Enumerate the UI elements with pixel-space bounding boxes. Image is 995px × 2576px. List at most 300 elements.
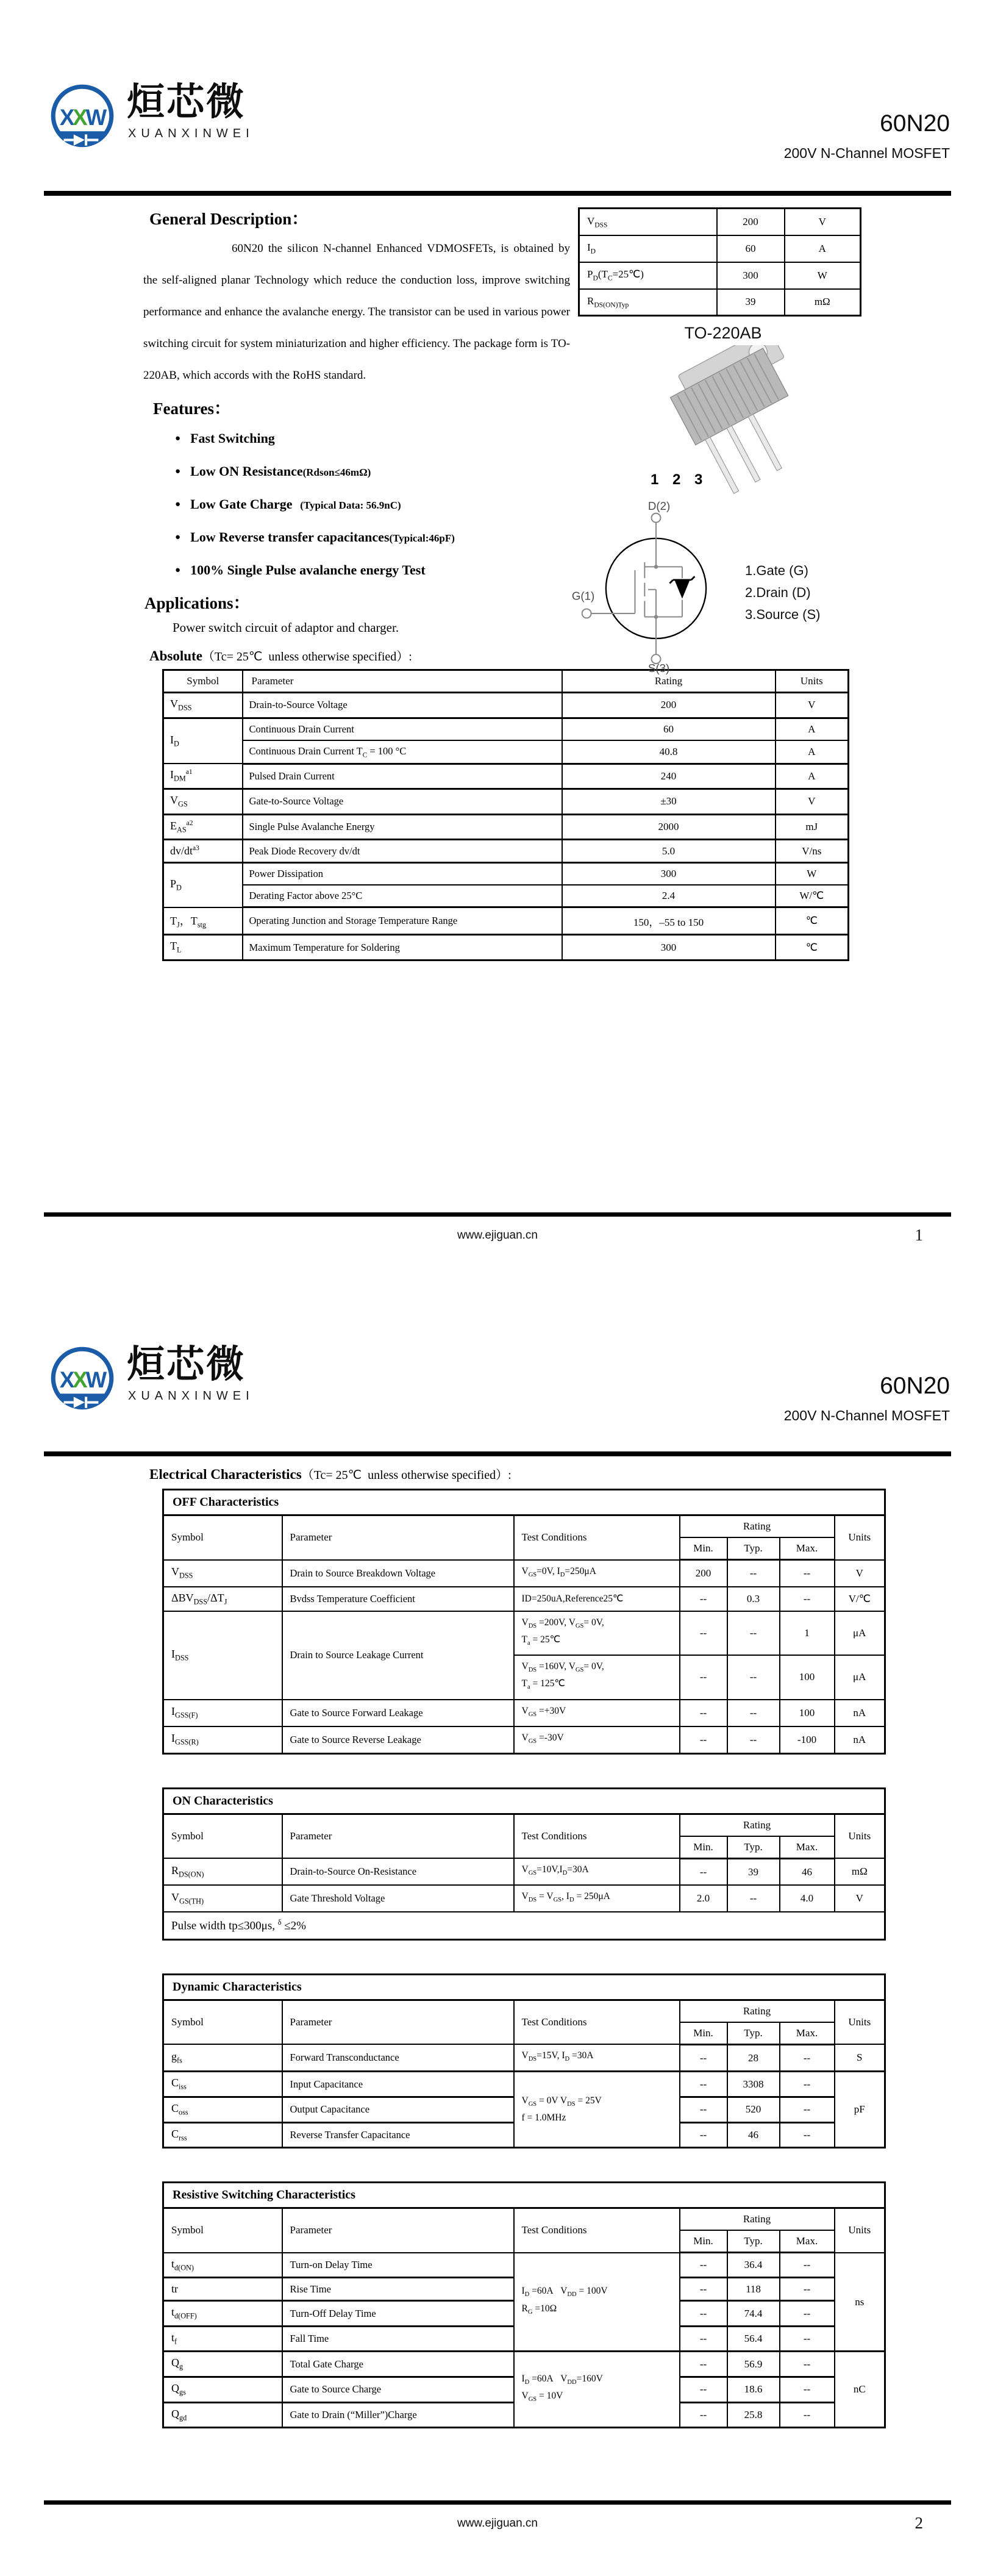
table-row bbox=[163, 1700, 885, 1726]
cell: 36.4 bbox=[727, 2253, 780, 2278]
cell: -- bbox=[727, 1611, 780, 1655]
section-title: Resistive Switching Characteristics bbox=[163, 2183, 885, 2208]
cell: 2000 bbox=[562, 814, 776, 840]
list-item: ● Low Reverse transfer capacitances(Typical:46pF) bbox=[175, 529, 455, 545]
cell: A bbox=[776, 718, 849, 740]
list-item: ● Low ON Resistance(Rdson≤46mΩ) bbox=[175, 463, 371, 479]
cell: $I_{GSS(F)}$ bbox=[163, 1700, 282, 1726]
cell: $R_{DS(ON)Typ}$ bbox=[579, 289, 717, 316]
cell: A bbox=[776, 740, 849, 764]
absolute-ratings-table bbox=[162, 669, 849, 961]
cell: 0.3 bbox=[727, 1587, 780, 1612]
header-cell: Parameter bbox=[282, 2208, 514, 2253]
cell: $V_{DS} = V_{GS}$, $I_D = 250\mu A$ bbox=[514, 1885, 680, 1912]
cell: -- bbox=[780, 2097, 835, 2122]
cell: $I_{DM}^{a1}$ bbox=[163, 764, 243, 789]
header-cell: Typ. bbox=[727, 1836, 780, 1859]
cell: -- bbox=[680, 1655, 727, 1699]
cell: 118 bbox=[727, 2278, 780, 2301]
resistive-switching-table bbox=[162, 2181, 886, 2428]
table-header-row bbox=[163, 2208, 885, 2231]
cell: Gate Threshold Voltage bbox=[282, 1885, 514, 1912]
list-item: 1.Gate (G) bbox=[745, 563, 808, 578]
cell: 2.4 bbox=[562, 885, 776, 907]
page-number: 2 bbox=[915, 2514, 923, 2532]
header-cell: Test Conditions bbox=[514, 2000, 680, 2044]
table-row bbox=[163, 2352, 885, 2377]
table-row bbox=[163, 863, 849, 886]
list-item: 3.Source (S) bbox=[745, 607, 821, 622]
header-cell: Typ. bbox=[727, 2022, 780, 2045]
source-pin-label: S(3) bbox=[647, 662, 670, 675]
quick-ratings-table bbox=[578, 207, 861, 317]
cell: $P_D(T_C=25℃)$ bbox=[579, 262, 717, 289]
cell: 56.9 bbox=[727, 2352, 780, 2377]
cell: V bbox=[785, 209, 861, 235]
cell: 56.4 bbox=[727, 2326, 780, 2352]
cell: -- bbox=[780, 2377, 835, 2403]
cell: $C_{iss}$ bbox=[163, 2072, 282, 2097]
table-row bbox=[163, 1858, 885, 1885]
header-cell: Rating bbox=[680, 1515, 835, 1538]
bullet-icon: ● bbox=[175, 499, 181, 509]
page-number: 1 bbox=[915, 1226, 923, 1244]
footer-rule bbox=[44, 2500, 951, 2505]
cell: -- bbox=[780, 1587, 835, 1612]
section-title: Dynamic Characteristics bbox=[163, 1974, 885, 2000]
table-row bbox=[163, 1587, 885, 1612]
cell: -- bbox=[727, 1726, 780, 1754]
cell: -- bbox=[680, 2044, 727, 2072]
table-row bbox=[163, 840, 849, 863]
cell: V bbox=[776, 693, 849, 718]
table-title-row bbox=[163, 1974, 885, 2000]
left-column bbox=[143, 0, 576, 637]
bullet-icon: ● bbox=[175, 532, 181, 542]
cell: -- bbox=[680, 2402, 727, 2428]
cell: -- bbox=[727, 1700, 780, 1726]
table-row bbox=[163, 764, 849, 789]
header-cell: Max. bbox=[780, 2022, 835, 2045]
cell: -- bbox=[680, 1700, 727, 1726]
cell: 74.4 bbox=[727, 2301, 780, 2327]
cell: $V_{DS} =160V$, $V_{GS}= 0V$, $T_a$ = 125℃ bbox=[514, 1655, 680, 1699]
package-name: TO-220AB bbox=[684, 324, 762, 342]
cell: $Q_g$ bbox=[163, 2352, 282, 2377]
applications-text: Power switch circuit of adaptor and charger. bbox=[173, 620, 399, 635]
table-row bbox=[163, 1726, 885, 1754]
pin-numbers-label: 1 2 3 bbox=[651, 471, 708, 488]
table-row bbox=[163, 814, 849, 840]
svg-text:XXW: XXW bbox=[59, 105, 105, 131]
cell: $P_D$ bbox=[163, 863, 243, 907]
cell: Drain to Source Leakage Current bbox=[282, 1611, 514, 1699]
list-item: 2.Drain (D) bbox=[745, 585, 811, 600]
cell: -- bbox=[680, 1858, 727, 1885]
cell: -- bbox=[780, 2278, 835, 2301]
table-row bbox=[163, 693, 849, 718]
gate-pin-label: G(1) bbox=[571, 589, 595, 603]
cell: Gate to Drain (“Miller”)Charge bbox=[282, 2402, 514, 2428]
cell: -- bbox=[780, 2326, 835, 2352]
header-cell: Parameter bbox=[282, 2000, 514, 2044]
cell: $\Delta BV_{DSS}/\Delta T_J$ bbox=[163, 1587, 282, 1612]
cell: -- bbox=[680, 2352, 727, 2377]
cell: Pulsed Drain Current bbox=[243, 764, 562, 789]
table-header-row bbox=[163, 1515, 885, 1538]
section-title: OFF Characteristics bbox=[163, 1490, 885, 1515]
cell: $V_{DS}=15V$, $I_D =30A$ bbox=[514, 2044, 680, 2072]
electrical-characteristics-title: Electrical Characteristics（Tc= 25℃ unless otherwise specified）: bbox=[149, 1467, 512, 1482]
cell: $V_{DSS}$ bbox=[163, 1560, 282, 1587]
header-cell: Symbol bbox=[163, 670, 243, 693]
header-cell: Parameter bbox=[243, 670, 562, 693]
cell: Peak Diode Recovery dv/dt bbox=[243, 840, 562, 863]
bullet-icon: ● bbox=[175, 434, 181, 443]
table-row bbox=[163, 789, 849, 814]
cell: $g_{fs}$ bbox=[163, 2044, 282, 2072]
part-subtitle: 200V N-Channel MOSFET bbox=[783, 145, 950, 161]
table-row bbox=[579, 235, 861, 262]
mosfet-symbol-diagram bbox=[571, 496, 741, 679]
cell: -- bbox=[680, 2377, 727, 2403]
brand-name-en: XUANXINWEI bbox=[128, 1389, 254, 1403]
cell: 28 bbox=[727, 2044, 780, 2072]
cell: -- bbox=[680, 2326, 727, 2352]
cell: 4.0 bbox=[780, 1885, 835, 1912]
cell: 200 bbox=[717, 209, 785, 235]
cell: Input Capacitance bbox=[282, 2072, 514, 2097]
cell: $I_{GSS(R)}$ bbox=[163, 1726, 282, 1754]
cell: 1 bbox=[780, 1611, 835, 1655]
cell: V bbox=[776, 789, 849, 814]
table-row bbox=[579, 262, 861, 289]
header-cell: Rating bbox=[680, 1814, 835, 1836]
cell: ±30 bbox=[562, 789, 776, 814]
cell: -- bbox=[680, 1726, 727, 1754]
header-cell: Max. bbox=[780, 2230, 835, 2253]
cell: $C_{rss}$ bbox=[163, 2122, 282, 2148]
header-cell: Parameter bbox=[282, 1814, 514, 1858]
cell: $T_J$，$T_{stg}$ bbox=[163, 907, 243, 935]
cell: 2.0 bbox=[680, 1885, 727, 1912]
cell: $Q_{gd}$ bbox=[163, 2402, 282, 2428]
cell: 300 bbox=[717, 262, 785, 289]
cell: $V_{GS}=0V$, $I_D=250\mu A$ bbox=[514, 1560, 680, 1587]
table-title-row bbox=[163, 1788, 885, 1814]
header-cell: Max. bbox=[780, 1836, 835, 1859]
header-cell: Typ. bbox=[727, 2230, 780, 2253]
cell: -- bbox=[680, 1587, 727, 1612]
cell: -- bbox=[780, 2044, 835, 2072]
bullet-icon: ● bbox=[175, 467, 181, 476]
cell: $V_{DS} =200V$, $V_{GS}= 0V$, $T_a$ = 25℃ bbox=[514, 1611, 680, 1655]
cell: V bbox=[835, 1560, 885, 1587]
table-header-row bbox=[163, 2000, 885, 2022]
cell: -- bbox=[680, 2072, 727, 2097]
cell: W/℃ bbox=[776, 885, 849, 907]
cell: Gate-to-Source Voltage bbox=[243, 789, 562, 814]
cell: -- bbox=[680, 2097, 727, 2122]
header-cell: Min. bbox=[680, 1537, 727, 1560]
cell: V bbox=[835, 1885, 885, 1912]
cell: 39 bbox=[717, 289, 785, 316]
table-row bbox=[163, 718, 849, 740]
cell: Drain-to-Source On-Resistance bbox=[282, 1858, 514, 1885]
page-footer bbox=[0, 2500, 995, 2555]
cell: 300 bbox=[562, 863, 776, 886]
on-characteristics-table bbox=[162, 1787, 886, 1941]
table-row bbox=[163, 2072, 885, 2097]
table-note: Pulse width tp≤300μs, $^\delta$ ≤2% bbox=[163, 1912, 885, 1939]
cell: -- bbox=[780, 2072, 835, 2097]
table-row bbox=[163, 1611, 885, 1655]
website-link[interactable]: www.ejiguan.cn bbox=[457, 2517, 538, 2530]
cell: W bbox=[776, 863, 849, 886]
cell: Bvdss Temperature Coefficient bbox=[282, 1587, 514, 1612]
page-footer bbox=[0, 1212, 995, 1267]
cell: S bbox=[835, 2044, 885, 2072]
table-note-row bbox=[163, 1912, 885, 1939]
xuanxinwei-logo-icon bbox=[45, 1344, 119, 1420]
header-cell: Symbol bbox=[163, 2208, 282, 2253]
cell: 100 bbox=[780, 1655, 835, 1699]
part-subtitle: 200V N-Channel MOSFET bbox=[783, 1408, 950, 1423]
cell: A bbox=[785, 235, 861, 262]
cell: ℃ bbox=[776, 935, 849, 961]
cell: mJ bbox=[776, 814, 849, 840]
cell: -- bbox=[727, 1560, 780, 1587]
cell: Turn-on Delay Time bbox=[282, 2253, 514, 2278]
cell: μA bbox=[835, 1611, 885, 1655]
cell: $I_D =60A$ $V_{DD} = 100V$ $R_G =10\Omega$ bbox=[514, 2253, 680, 2352]
cell: 300 bbox=[562, 935, 776, 961]
cell: $V_{GS} =+30V$ bbox=[514, 1700, 680, 1726]
cell: -- bbox=[780, 2253, 835, 2278]
header-cell: Min. bbox=[680, 2022, 727, 2045]
cell: Drain to Source Breakdown Voltage bbox=[282, 1560, 514, 1587]
header-cell: Parameter bbox=[282, 1515, 514, 1560]
cell: $R_{DS(ON)}$ bbox=[163, 1858, 282, 1885]
header-cell: Min. bbox=[680, 2230, 727, 2253]
header-cell: Units bbox=[835, 2000, 885, 2044]
off-characteristics-table bbox=[162, 1489, 886, 1755]
features-title: Features： bbox=[153, 399, 230, 418]
body-diode-icon bbox=[669, 576, 694, 598]
cell: -- bbox=[780, 1560, 835, 1587]
cell: V/ns bbox=[776, 840, 849, 863]
pin-name-list bbox=[745, 560, 821, 626]
cell: 200 bbox=[562, 693, 776, 718]
cell: Single Pulse Avalanche Energy bbox=[243, 814, 562, 840]
cell: Drain-to-Source Voltage bbox=[243, 693, 562, 718]
cell: 46 bbox=[727, 2122, 780, 2148]
header-cell: Test Conditions bbox=[514, 1814, 680, 1858]
cell: $V_{GS} =-30V$ bbox=[514, 1726, 680, 1754]
cell: Rise Time bbox=[282, 2278, 514, 2301]
cell: $dv/dt^{a3}$ bbox=[163, 840, 243, 863]
table-row bbox=[163, 1560, 885, 1587]
cell: 240 bbox=[562, 764, 776, 789]
cell: Gate to Source Reverse Leakage bbox=[282, 1726, 514, 1754]
svg-text:XXW: XXW bbox=[59, 1367, 105, 1393]
cell: 40.8 bbox=[562, 740, 776, 764]
header-cell: Max. bbox=[780, 1537, 835, 1560]
cell: 3308 bbox=[727, 2072, 780, 2097]
section-title: ON Characteristics bbox=[163, 1788, 885, 1814]
header-cell: Test Conditions bbox=[514, 1515, 680, 1560]
right-column bbox=[571, 207, 876, 679]
cell: Fall Time bbox=[282, 2326, 514, 2352]
cell: $V_{DSS}$ bbox=[163, 693, 243, 718]
cell: V/℃ bbox=[835, 1587, 885, 1612]
header-part-info bbox=[784, 111, 950, 162]
cell: $T_L$ bbox=[163, 935, 243, 961]
datasheet-page-2 bbox=[0, 1288, 995, 2576]
cell: 200 bbox=[680, 1560, 727, 1587]
header-cell: Units bbox=[835, 1515, 885, 1560]
list-item: ● Low Gate Charge (Typical Data: 56.9nC) bbox=[175, 496, 401, 512]
cell: 5.0 bbox=[562, 840, 776, 863]
cell: $Q_{gs}$ bbox=[163, 2377, 282, 2403]
table-header-row bbox=[163, 1814, 885, 1836]
cell: -100 bbox=[780, 1726, 835, 1754]
cell: $V_{GS(TH)}$ bbox=[163, 1885, 282, 1912]
schematic-block bbox=[571, 496, 876, 679]
part-number: 60N20 bbox=[880, 110, 950, 137]
cell: $I_D$ bbox=[579, 235, 717, 262]
header-cell: Symbol bbox=[163, 1814, 282, 1858]
cell: 25.8 bbox=[727, 2402, 780, 2428]
cell: W bbox=[785, 262, 861, 289]
cell: Continuous Drain Current bbox=[243, 718, 562, 740]
cell: $V_{GS} = 0V$ $V_{DS} = 25V$ f = 1.0MHz bbox=[514, 2072, 680, 2148]
cell: $C_{oss}$ bbox=[163, 2097, 282, 2122]
table-row bbox=[163, 2253, 885, 2278]
cell: -- bbox=[727, 1655, 780, 1699]
header-cell: Typ. bbox=[727, 1537, 780, 1560]
cell: mΩ bbox=[785, 289, 861, 316]
cell: Maximum Temperature for Soldering bbox=[243, 935, 562, 961]
website-link[interactable]: www.ejiguan.cn bbox=[457, 1229, 538, 1242]
header-cell: Rating bbox=[680, 2000, 835, 2022]
cell: 39 bbox=[727, 1858, 780, 1885]
table-title-row bbox=[163, 2183, 885, 2208]
cell: 60 bbox=[562, 718, 776, 740]
header-cell: Symbol bbox=[163, 1515, 282, 1560]
cell: ℃ bbox=[776, 907, 849, 935]
table-row bbox=[163, 935, 849, 961]
cell: Gate to Source Forward Leakage bbox=[282, 1700, 514, 1726]
cell: tr bbox=[163, 2278, 282, 2301]
electrical-characteristics-section bbox=[149, 1288, 918, 2428]
cell: Operating Junction and Storage Temperature Range bbox=[243, 907, 562, 935]
cell: -- bbox=[680, 2278, 727, 2301]
cell: mΩ bbox=[835, 1858, 885, 1885]
table-title-row bbox=[163, 1490, 885, 1515]
cell: Output Capacitance bbox=[282, 2097, 514, 2122]
cell: $t_{d(OFF)}$ bbox=[163, 2301, 282, 2327]
cell: -- bbox=[680, 2301, 727, 2327]
cell: $I_{DSS}$ bbox=[163, 1611, 282, 1699]
cell: $E_{AS}^{a2}$ bbox=[163, 814, 243, 840]
cell: μA bbox=[835, 1655, 885, 1699]
cell: Derating Factor above 25°C bbox=[243, 885, 562, 907]
drain-pin-label: D(2) bbox=[647, 499, 671, 513]
table-row bbox=[163, 2044, 885, 2072]
cell: Forward Transconductance bbox=[282, 2044, 514, 2072]
cell: $I_D =60A$ $V_{DD}=160V$ $V_{GS} = 10V$ bbox=[514, 2352, 680, 2428]
cell: 100 bbox=[780, 1700, 835, 1726]
cell: $V_{DSS}$ bbox=[579, 209, 717, 235]
header-cell: Units bbox=[835, 1814, 885, 1858]
header-cell: Test Conditions bbox=[514, 2208, 680, 2253]
cell: Continuous Drain Current $T_C = 100$ °C bbox=[243, 740, 562, 764]
header-cell: Rating bbox=[680, 2208, 835, 2231]
cell: $t_f$ bbox=[163, 2326, 282, 2352]
header-cell: Units bbox=[835, 2208, 885, 2253]
cell: nA bbox=[835, 1700, 885, 1726]
cell: Turn-Off Delay Time bbox=[282, 2301, 514, 2327]
header-cell: Units bbox=[776, 670, 849, 693]
cell: -- bbox=[680, 2253, 727, 2278]
xuanxinwei-logo-icon bbox=[45, 82, 119, 157]
header-cell: Rating bbox=[562, 670, 776, 693]
cell: nA bbox=[835, 1726, 885, 1754]
table-row bbox=[163, 740, 849, 764]
brand-name-cn: 烜芯微 bbox=[127, 1342, 246, 1386]
cell: 150，–55 to 150 bbox=[562, 907, 776, 935]
brand-name-cn: 烜芯微 bbox=[127, 79, 246, 124]
cell: -- bbox=[727, 1885, 780, 1912]
cell: 46 bbox=[780, 1858, 835, 1885]
absolute-ratings-section bbox=[143, 646, 995, 961]
cell: Power Dissipation bbox=[243, 863, 562, 886]
cell: -- bbox=[780, 2402, 835, 2428]
table-row bbox=[579, 289, 861, 316]
header-cell: Symbol bbox=[163, 2000, 282, 2044]
absolute-ratings-title: Absolute（Tc= 25℃ unless otherwise specified）: bbox=[149, 648, 412, 664]
cell: $V_{GS}=10V,I_D=30A$ bbox=[514, 1858, 680, 1885]
cell: 520 bbox=[727, 2097, 780, 2122]
footer-rule bbox=[44, 1212, 951, 1217]
general-description-text: 60N20 the silicon N-channel Enhanced VDMOSFETs, is obtained by the self-aligned planar Technology which reduce the conduction loss, improve switching performance and enhance the avalanche energy. The transistor can be used in various power switching circuit for system miniaturization and higher efficiency. The package form is TO-220AB, which accords with the RoHS standard. bbox=[143, 242, 570, 382]
brand-name-en: XUANXINWEI bbox=[128, 127, 254, 140]
cell: ID=250uA,Reference25℃ bbox=[514, 1587, 680, 1612]
to-220ab-package-image bbox=[622, 345, 824, 495]
cell: 60 bbox=[717, 235, 785, 262]
cell: nC bbox=[835, 2352, 885, 2428]
features-list bbox=[143, 423, 576, 587]
cell: Total Gate Charge bbox=[282, 2352, 514, 2377]
cell: -- bbox=[780, 2352, 835, 2377]
dynamic-characteristics-table bbox=[162, 1973, 886, 2148]
table-row bbox=[163, 1885, 885, 1912]
cell: 18.6 bbox=[727, 2377, 780, 2403]
cell: A bbox=[776, 764, 849, 789]
part-number: 60N20 bbox=[880, 1373, 950, 1399]
table-row bbox=[163, 907, 849, 935]
cell: $t_{d(ON)}$ bbox=[163, 2253, 282, 2278]
cell: -- bbox=[680, 1611, 727, 1655]
cell: -- bbox=[780, 2122, 835, 2148]
cell: pF bbox=[835, 2072, 885, 2148]
cell: -- bbox=[680, 2122, 727, 2148]
cell: Reverse Transfer Capacitance bbox=[282, 2122, 514, 2148]
table-row bbox=[163, 885, 849, 907]
general-description-title: General Description： bbox=[149, 210, 308, 228]
bullet-icon: ● bbox=[175, 565, 181, 575]
